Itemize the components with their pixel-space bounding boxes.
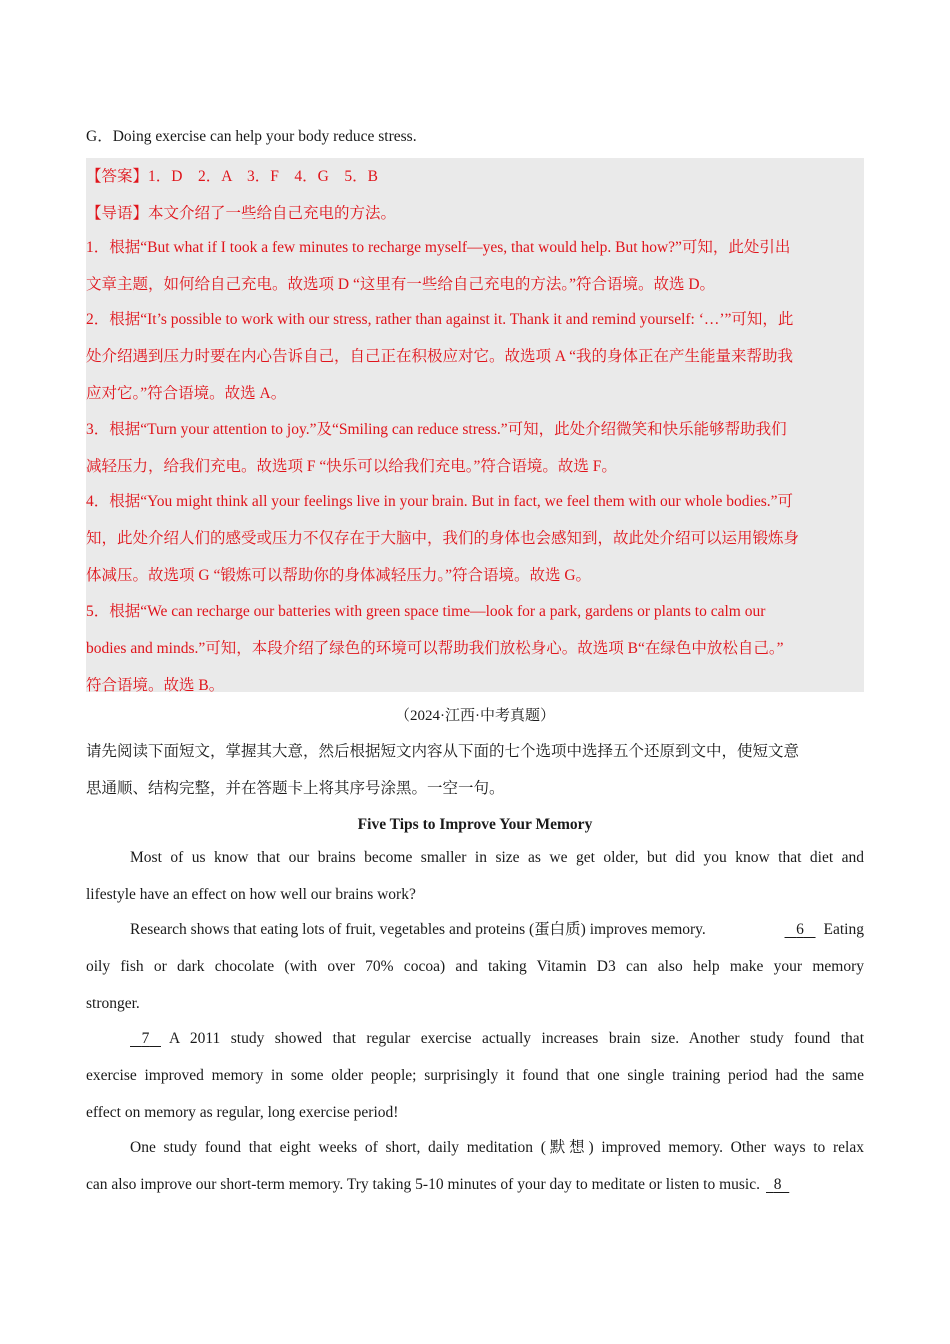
guide-label: 【导语】 xyxy=(86,205,149,222)
explanation-line: 5．根据“We can recharge our batteries with green space time—look for a park, gardens or plants to calm our xyxy=(86,603,766,620)
paragraph-2-text: Research shows that eating lots of fruit, vegetables and proteins (蛋白质) improves memory. xyxy=(130,921,706,938)
answer-text: 1．D 2．A 3．F 4．G 5．B xyxy=(148,168,378,185)
explanation-line: 应对它。”符合语境。故选 A。 xyxy=(86,385,287,402)
explanation-line: bodies and minds.”可知，本段介绍了绿色的环境可以帮助我们放松身心。故选项 B“在绿色中放松自己。” xyxy=(86,640,784,657)
option-g: G．Doing exercise can help your body reduce stress. xyxy=(86,128,417,145)
blank-7[interactable]: 7 xyxy=(141,1030,150,1047)
paragraph-3-line: exercise improved memory in some older people; surprisingly it found that one single training period had the same xyxy=(86,1067,864,1084)
explanation-line: 体减压。故选项 G “锻炼可以帮助你的身体减轻压力。”符合语境。故选 G。 xyxy=(86,567,592,584)
guide-line xyxy=(86,195,396,232)
explanation-line: 减轻压力，给我们充电。故选项 F “快乐可以给我们充电。”符合语境。故选 F。 xyxy=(86,458,617,475)
answer-line xyxy=(86,158,378,195)
explanation-line: 1．根据“But what if I took a few minutes to recharge myself—yes, that would help. But how?”可知，此处引出 xyxy=(86,239,791,256)
blank-6[interactable]: 6 xyxy=(796,921,804,938)
answer-label: 【答案】 xyxy=(86,168,149,185)
instruction-line: 思通顺、结构完整，并在答题卡上将其序号涂黑。一空一句。 xyxy=(86,780,505,797)
paragraph-3-line xyxy=(130,1020,864,1057)
explanation-line: 3．根据“Turn your attention to joy.”及“Smiling can reduce stress.”可知，此处介绍微笑和快乐能够帮助我们 xyxy=(86,421,787,438)
explanation-line: 符合语境。故选 B。 xyxy=(86,677,225,694)
paragraph-2-line: stronger. xyxy=(86,995,140,1012)
paragraph-1-line: lifestyle have an effect on how well our brains work? xyxy=(86,886,416,903)
paragraph-3-text: A 2011 study showed that regular exercise actually increases brain size. Another study found that xyxy=(169,1030,864,1047)
answer-explanation-box xyxy=(86,158,864,692)
paragraph-4-line xyxy=(86,1166,789,1203)
paragraph-2-line: oily fish or dark chocolate (with over 70% cocoa) and taking Vitamin D3 can also help make your memory xyxy=(86,958,864,975)
paragraph-3-line: effect on memory as regular, long exercise period! xyxy=(86,1104,399,1121)
paragraph-2-line xyxy=(130,911,864,948)
exam-source: （2024·江西·中考真题） xyxy=(395,708,555,724)
paragraph-1-line: Most of us know that our brains become smaller in size as we get older, but did you know that diet and xyxy=(130,849,864,866)
paragraph-4-text: can also improve our short-term memory. Try taking 5-10 minutes of your day to meditate or listen to music. xyxy=(86,1176,760,1193)
paragraph-2-text: Eating xyxy=(823,921,864,938)
instruction-line: 请先阅读下面短文，掌握其大意，然后根据短文内容从下面的七个选项中选择五个还原到文中，使短文意 xyxy=(86,743,800,760)
explanation-line: 2．根据“It’s possible to work with our stress, rather than against it. Thank it and remind yourself: ‘…’”可知，此 xyxy=(86,311,794,328)
explanation-line: 处介绍遇到压力时要在内心告诉自己，自己正在积极应对它。故选项 A “我的身体正在产生能量来帮助我 xyxy=(86,348,793,365)
blank-8[interactable]: 8 xyxy=(773,1176,782,1193)
explanation-line: 4．根据“You might think all your feelings live in your brain. But in fact, we feel them with our whole bodies.”可 xyxy=(86,493,793,510)
guide-text: 本文介绍了一些给自己充电的方法。 xyxy=(148,205,397,222)
passage-title: Five Tips to Improve Your Memory xyxy=(357,816,593,833)
explanation-line: 文章主题，如何给自己充电。故选项 D “这里有一些给自己充电的方法。”符合语境。故选 D。 xyxy=(86,276,716,293)
paragraph-4-line: One study found that eight weeks of short, daily meditation (默想) improved memory. Other ways to relax xyxy=(130,1139,864,1156)
explanation-line: 知，此处介绍人们的感受或压力不仅存在于大脑中，我们的身体也会感知到，故此处介绍可以运用锻炼身 xyxy=(86,530,800,547)
